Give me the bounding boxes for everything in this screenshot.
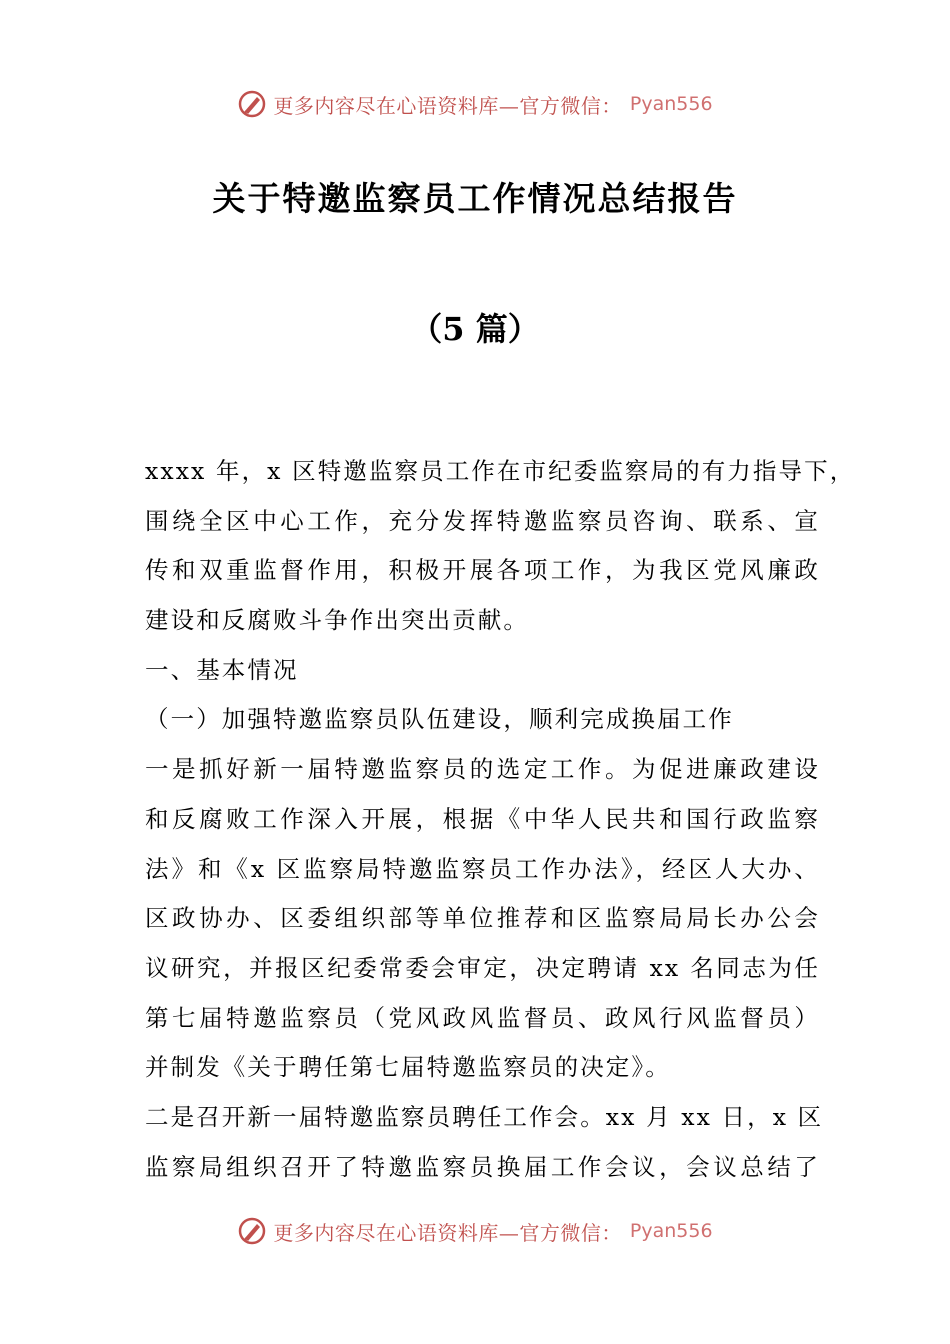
body-line: 传和双重监督作用，积极开展各项工作，为我区党风廉政: [145, 556, 820, 585]
body-line: 建设和反腐败斗争作出突出贡献。: [145, 606, 529, 635]
body-line: 一是抓好新一届特邀监察员的选定工作。为促进廉政建设: [145, 755, 820, 784]
section-heading: 一、基本情况: [145, 655, 299, 684]
pen-circle-logo-icon: [237, 1216, 267, 1246]
pen-circle-logo-icon: [237, 89, 267, 119]
body-line: 监察局组织召开了特邀监察员换届工作会议，会议总结了: [145, 1152, 820, 1181]
watermark-account: Pyan556: [629, 93, 713, 115]
body-line: xxxx 年，x 区特邀监察员工作在市纪委监察局的有力指导下，: [145, 457, 856, 485]
watermark-text: 更多内容尽在心语资料库—官方微信：: [273, 93, 622, 118]
body-line: 法》和《x 区监察局特邀监察员工作办法》，经区人大办、: [145, 854, 820, 883]
document-body: [145, 447, 856, 1192]
body-line: 区政协办、区委组织部等单位推荐和区监察局局长办公会: [145, 904, 820, 933]
document-title: 关于特邀监察员工作情况总结报告: [212, 179, 738, 218]
body-line: 围绕全区中心工作，充分发挥特邀监察员咨询、联系、宣: [145, 506, 820, 535]
body-line: 第七届特邀监察员（党风政风监督员、政风行风监督员）: [145, 1003, 820, 1032]
body-line: 议研究，并报区纪委常委会审定，决定聘请 xx 名同志为任: [145, 953, 820, 982]
body-line: 并制发《关于聘任第七届特邀监察员的决定》。: [145, 1053, 671, 1082]
document-subtitle: （5 篇）: [410, 310, 540, 348]
body-line: 二是召开新一届特邀监察员聘任工作会。xx 月 xx 日，x 区: [145, 1102, 824, 1131]
subsection-heading: （一）加强特邀监察员队伍建设，顺利完成换届工作: [145, 705, 734, 734]
body-line: 和反腐败工作深入开展，根据《中华人民共和国行政监察: [145, 804, 820, 833]
watermark-text: 更多内容尽在心语资料库—官方微信：: [273, 1220, 622, 1245]
watermark-account: Pyan556: [629, 1220, 713, 1242]
footer-watermark: [0, 1211, 950, 1251]
header-watermark: [0, 84, 950, 124]
